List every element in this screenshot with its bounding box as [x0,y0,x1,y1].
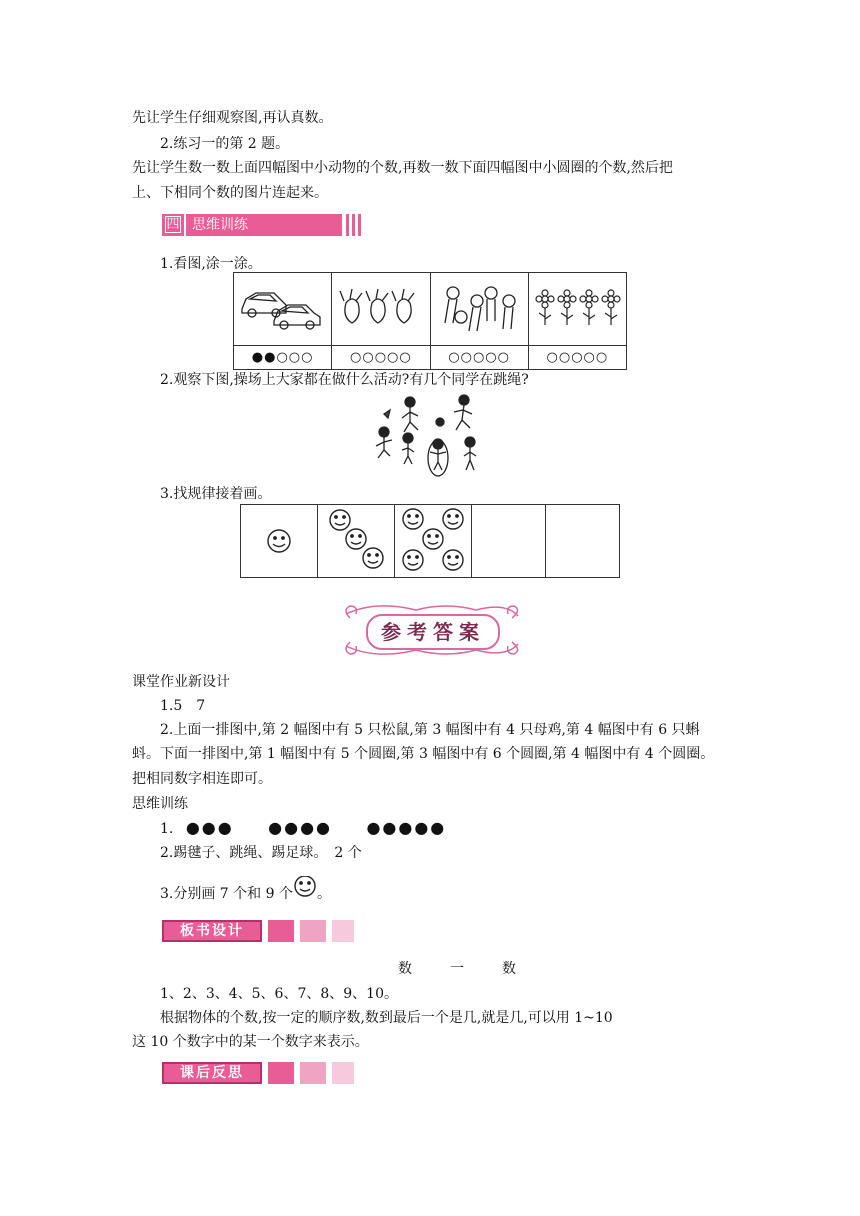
intro-line-2: 2.练习一的第 2 题。 [160,136,290,152]
board-line-1: 1、2、3、4、5、6、7、8、9、10。 [160,986,398,1002]
answer-prefix: 1. [160,821,174,837]
radish-icon [332,273,430,346]
board-line-2: 根据物体的个数,按一定的顺序数,数到最后一个是几,就是几,可以用 1~10 [160,1010,613,1026]
board-title: 数 一 数 [398,961,528,977]
decor-tick [346,214,349,236]
decor-square [268,920,294,942]
intro-line-1: 先让学生仔细观察图,再认真数。 [132,110,333,126]
decor-square [332,920,354,942]
dots-cell: ○○○○○ [528,346,626,370]
pattern-table [240,504,620,578]
watch-icon [430,273,528,346]
board-line-3: 这 10 个数字中的某一个数字来表示。 [132,1034,369,1050]
decor-tick [352,214,355,236]
question-3: 3.找规律接着画。 [160,486,272,502]
answer-2-line-1: 2.上面一排图中,第 2 幅图中有 5 只松鼠,第 3 幅图中有 4 只母鸡,第 4 幅图中有 6 只蝌 [160,722,700,738]
answer-banner-title: 参考答案 [366,614,500,650]
decor-tick [358,214,361,236]
dot-group: ●●● [185,818,234,837]
pattern-cell [395,505,472,578]
dots-cell: ●●○○○ [234,346,332,370]
section-number: 四 [166,217,180,232]
section-number-box [162,214,184,236]
decor-square [268,1062,294,1084]
question-2: 2.观察下图,操场上大家都在做什么活动?有几个同学在跳绳? [160,372,529,388]
decor-square [332,1062,354,1084]
reflection-label: 课后反思 [162,1062,262,1084]
dot-group: ●●●●● [366,818,447,837]
answer-2-line-2: 蚪。下面一排图中,第 1 幅图中有 5 个圆圈,第 3 幅图中有 6 个圆圈,第 4 幅图中有 4 个圆圈。 [132,746,715,762]
intro-line-3: 先让学生数一数上面四幅图中小动物的个数,再数一数下面四幅图中小圆圈的个数,然后把 [132,160,673,176]
answer-banner [336,600,526,660]
thinking-answer-3 [160,876,331,904]
pattern-cell-empty[interactable] [546,505,620,578]
board-design-tag [162,920,354,942]
thinking-answer-2: 2.踢毽子、跳绳、踢足球。 2 个 [160,845,362,861]
answer-heading-2: 思维训练 [132,796,188,812]
pattern-cell [241,505,318,578]
pattern-cell [318,505,395,578]
playground-illustration [364,392,494,480]
decor-square [300,920,326,942]
answer-3-prefix: 3.分别画 7 个和 9 个 [160,886,293,902]
color-in-table [233,272,627,370]
question-1: 1.看图,涂一涂。 [160,256,262,272]
dots-cell: ○○○○○ [332,346,430,370]
board-design-label: 板书设计 [162,920,262,942]
flower-icon [528,273,626,346]
answer-heading-1: 课堂作业新设计 [132,674,230,690]
section-title: 思维训练 [186,214,342,236]
dots-cell: ○○○○○ [430,346,528,370]
smiley-icon [293,876,317,900]
reflection-tag [162,1062,354,1084]
answer-2-line-3: 把相同数字相连即可。 [132,771,272,787]
car-icon [234,273,332,346]
decor-square [300,1062,326,1084]
dot-group: ●●●● [268,818,332,837]
pattern-cell-empty[interactable] [472,505,546,578]
section-header-thinking [162,214,362,236]
smiley-icon [268,530,290,552]
answer-1: 1.5 7 [160,698,206,714]
answer-3-suffix: 。 [316,886,331,902]
intro-line-4: 上、下相同个数的图片连起来。 [132,185,328,201]
thinking-answer-1 [160,818,446,839]
